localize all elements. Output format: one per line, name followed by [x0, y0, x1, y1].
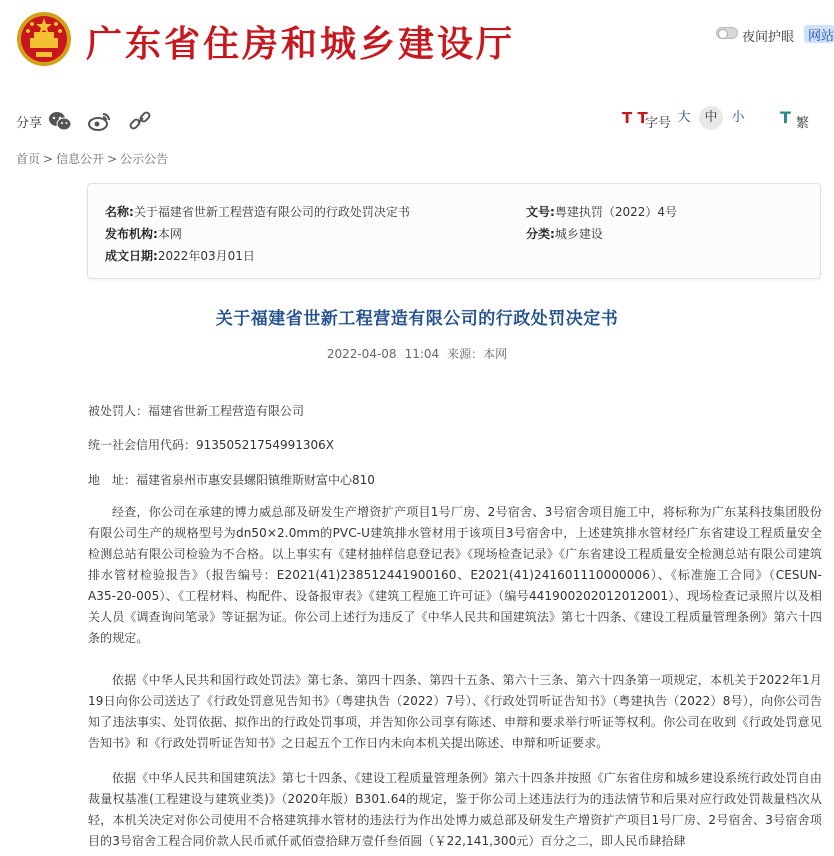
share-label: 分享: [16, 116, 43, 131]
meta-date: [105, 247, 255, 264]
eye-care-label[interactable]: 夜间护眼: [742, 30, 795, 45]
breadcrumb-separator: >: [43, 152, 54, 166]
font-size-medium-button[interactable]: 中: [699, 106, 723, 130]
meta-name: [105, 203, 410, 220]
breadcrumb-info-public[interactable]: 信息公开: [56, 152, 105, 166]
eye-care-toggle[interactable]: [716, 27, 738, 39]
meta-issuer-value: 本网: [157, 227, 182, 241]
article-meta: [0, 345, 834, 362]
meta-date-label: 成文日期:: [105, 249, 158, 263]
document-meta-box: [87, 183, 821, 279]
font-size-small-button[interactable]: 小: [731, 110, 745, 125]
article-paragraph-facts: 经查，你公司在承建的博力威总部及研发生产增资扩产项目1号厂房、2号宿舍、3号宿舍项目施工中，将标称为广东某科技集团股份有限公司生产的规格型号为dn50×2.0mm的PVC-U建筑排水管材用于该项目3号宿舍中，上述建筑排水管材经广东省建设工程质量安全检测总站有限公司检验为不合格。以上事实有《建材抽样信息登记表》《现场检查记录》《广东省建设工程质量安全检测总站有限公司建筑排水管材检验报告》（报告编号：E2021(41)238512441900160、E2021(41)241601110000006）、《标准施工合同》（CESUN-A35-20-005）、《工程材料、构配件、设备报审表》《建筑工程施工许可证》（编号441900202012012001）、现场检查记录照片以及相关人员《调查询问笔录》等证据为证。你公司上述行为违反了《中华人民共和国建筑法》第七十四条、《建设工程质量管理条例》第六十四条的规定。: [88, 505, 822, 645]
font-size-large-button[interactable]: 大: [677, 110, 691, 125]
breadcrumb-announcements[interactable]: 公示公告: [120, 152, 169, 166]
article-source: 来源：本网: [447, 347, 508, 361]
meta-category-value: 城乡建设: [554, 227, 603, 241]
article-paragraph-procedure: 依据《中华人民共和国行政处罚法》第七条、第四十四条、第四十五条、第六十三条、第六十四条第一项规定，本机关于2022年1月19日向你公司送达了《行政处罚意见告知书》（粤建执告（2022）7号）、《行政处罚听证告知书》（粤建执告（2022）8号），向你公司告知了违法事实、处罚依据、拟作出的行政处罚事项，并告知你公司享有陈述、申辩和要求举行听证等权利。你公司在收到《行政处罚意见告知书》和《行政处罚听证告知书》之日起五个工作日内未向本机关提出陈述、申辩和听证要求。: [88, 673, 822, 750]
credit-code: 统一社会信用代码：91350521754991306X: [88, 438, 335, 452]
article-paragraph-decision: 依据《中华人民共和国建筑法》第七十四条、《建设工程质量管理条例》第六十四条并按照《广东省住房和城乡建设系统行政处罚自由裁量权基准(工程建设与建筑业类)》（2020年版）B301.64的规定，鉴于你公司上述违法行为的违法情节和后果对应行政处罚裁量档次从轻，本机关决定对你公司使用不合格建筑排水管材的违法行为作出处博力威总部及研发生产增资扩产项目1号厂房、2号宿舍、3号宿舍项目的3号宿舍工程合同价款人民币贰仟贰佰壹拾肆万壹仟叁佰圆（￥22,141,300元）百分之二，即人民币肆拾肆: [88, 771, 822, 848]
meta-issuer: [105, 225, 182, 242]
wechat-icon[interactable]: [48, 110, 72, 132]
meta-issuer-label: 发布机构:: [105, 227, 158, 241]
traditional-chinese-icon: T: [780, 108, 791, 127]
website-button[interactable]: 网站: [804, 25, 834, 43]
link-icon[interactable]: [128, 110, 152, 132]
site-title: 广东省住房和城乡建设厅: [86, 23, 516, 65]
site-header: [0, 0, 834, 80]
font-size-label: 字号: [645, 116, 672, 131]
meta-category: [526, 225, 603, 242]
traditional-chinese-button[interactable]: 繁: [796, 116, 810, 131]
article-date: 2022-04-08: [326, 347, 397, 361]
weibo-icon[interactable]: [88, 110, 112, 132]
meta-docno-label: 文号:: [526, 205, 555, 219]
article-title: 关于福建省世新工程营造有限公司的行政处罚决定书: [215, 309, 619, 329]
meta-docno: [526, 203, 677, 220]
breadcrumb-separator: >: [107, 152, 118, 166]
meta-category-label: 分类:: [526, 227, 555, 241]
breadcrumb-home[interactable]: 首页: [16, 152, 41, 166]
meta-docno-value: 粤建执罚（2022）4号: [554, 205, 677, 219]
font-size-icon: T T: [622, 109, 648, 127]
article-time: 11:04: [404, 347, 440, 361]
address: 地 址：福建省泉州市惠安县螺阳镇维斯财富中心810: [88, 473, 375, 487]
meta-date-value: 2022年03月01日: [157, 249, 255, 263]
meta-name-label: 名称:: [105, 205, 134, 219]
penalized-party: 被处罚人：福建省世新工程营造有限公司: [88, 404, 305, 418]
meta-name-value: 关于福建省世新工程营造有限公司的行政处罚决定书: [133, 205, 410, 219]
national-emblem-icon: [14, 10, 74, 68]
breadcrumb: [16, 150, 168, 167]
